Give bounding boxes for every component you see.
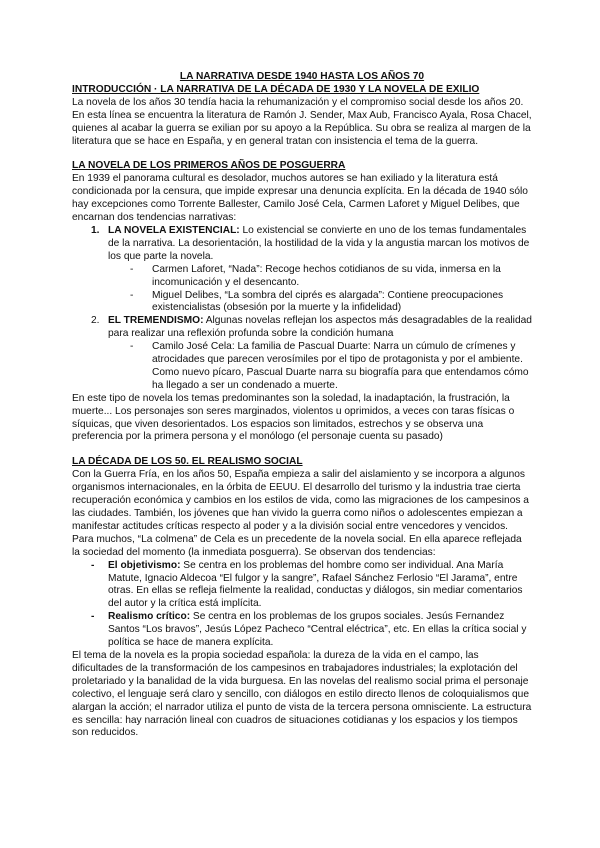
dash-bullet: - [130,341,134,353]
intro-paragraph: La novela de los años 30 tendía hacia la rehumanización y el compromiso social desde los años 20. En esta línea se encuentra la literatura de Ramón J. Sender, Max Aub, Francisco Ayala, Rosa Chacel, quienes al acabar la guerra se exilian por su apoyo a la República. Su obra se realiza al margen de la literatura que se hace en España, y en general tratan con insistencia el tema de la guerra. [72,96,532,147]
sub-item-text: Camilo José Cela: La familia de Pascual Duarte: Narra un cúmulo de crímenes y atrocidades que parecen verosímiles por el tipo de protagonista y por el ambiente. Como nuevo pícaro, Pascual Duarte narra su biografía para que entendamos cómo ha llegado a ser un condenado a muerte. [152,341,529,391]
bullet-item-objetivismo [72,560,532,612]
sub-item [72,264,532,290]
item-label: EL TREMENDISMO: [108,315,204,327]
section1-closing: En este tipo de novela los temas predominantes son la soledad, la inadaptación, la frustración, la muerte... Los personajes son seres marginados, violentos u oprimidos, a veces con taras físicas o síquicas, que viven desorientados. Los espacios son limitados, estrechos y se observa una preferencia por la primera persona y el monólogo (el personaje cuenta su pasado) [72,392,515,443]
item-label: El objetivismo: [108,559,181,571]
item-number: 2. [91,315,100,327]
spacer [72,148,532,160]
dash-bullet: - [130,289,134,301]
dash-bullet: - [91,559,95,571]
item-number: 1. [91,224,100,236]
item-text: Lo existencial se convierte en uno de los temas fundamentales de la narrativa. La desorientación, la hostilidad de la vida y la angustia marcan los motivos de los que parte la novela. [108,224,530,262]
dash-bullet: - [130,263,134,275]
item-text: Algunas novelas reflejan los aspectos más desagradables de la realidad para realizar una reflexión profunda sobre la condición humana [108,315,532,340]
sub-item-text: Carmen Laforet, “Nada”: Recoge hechos cotidianos de su vida, inmersa en la incomunicación y el desencanto. [152,263,501,288]
item-text: Se centra en los problemas de los grupos sociales. Jesús Fernandez Santos “Los bravos”, Jesús López Pacheco “Central eléctrica”, etc. En ellas la crítica social y política se hace de manera explícita. [108,611,527,649]
dash-bullet: - [91,611,95,623]
section2-intro: Con la Guerra Fría, en los años 50, España empieza a salir del aislamiento y se incorpora a algunos organismos internacionales, en la órbita de EEUU. El desarrollo del turismo y la industria trae cierta recuperación económica y cambios en los estilos de vida, como las migraciones de los campesinos a las ciudades. También, los jóvenes que han vivido la guerra como niños o adolescentes empiezan a manifestar actitudes críticas respecto al poder y a la división social entre vencedores y vencidos. Para muchos, “La colmena” de Cela es un precedente de la novela social. En ella aparece reflejada la sociedad del momento (la inmediata posguerra). Se observan dos tendencias: [72,469,529,558]
sub-item [72,290,532,316]
document-title: LA NARRATIVA DESDE 1940 HASTA LOS AÑOS 70 [179,71,425,82]
intro-heading: INTRODUCCIÓN · LA NARRATIVA DE LA DÉCADA DE 1930 Y LA NOVELA DE EXILIO [72,83,480,95]
item-text: Se centra en los problemas del hombre como ser individual. Ana María Matute, Ignacio Aldecoa “El fulgor y la sangre”, Rafael Sánchez Ferlosio “El Jarama”, entre otras. En ellas se refleja fielmente la realidad, conductas y diálogos, sin mediar comentarios del autor y la crítica está implícita. [108,559,523,610]
numbered-item-existencial [72,225,532,264]
section1-intro: En 1939 el panorama cultural es desolador, muchos autores se han exiliado y la literatura está condicionada por la censura, que impide expresar una denuncia explícita. En la década de 1940 sólo hay excepciones como Torrente Ballester, Camilo José Cela, Carmen Laforet y Miguel Delibes, que encarnan dos tendencias narrativas: [72,173,528,224]
bullet-item-realismo-critico [72,611,532,650]
section2-closing: El tema de la novela es la propia sociedad española: la dureza de la vida en el campo, las dificultades de la transformación de los campesinos en trabajadores industriales; la explotación del proletariado y la banalidad de la vida burguesa. En las novelas del realismo social prima el personaje colectivo, el lenguaje será claro y sencillo, con diálogos en estilo directo llenos de coloquialismos que alargan la acción; el narrador utiliza el punto de vista de la tercera persona omnisciente. La estructura es sencilla: hay narración lineal con cuadros de situaciones cotidianas y los espacios y los tiempos son reducidos. [72,649,532,739]
sub-item [72,341,532,393]
item-label: LA NOVELA EXISTENCIAL: [108,224,240,236]
item-label: Realismo crítico: [108,611,191,623]
section1-heading: LA NOVELA DE LOS PRIMEROS AÑOS DE POSGUERRA [72,160,346,172]
numbered-item-tremendismo [72,315,532,341]
document-page [72,71,532,740]
section2-heading: LA DÉCADA DE LOS 50. EL REALISMO SOCIAL [72,456,303,468]
spacer [72,444,532,456]
sub-item-text: Miguel Delibes, “La sombra del ciprés es alargada”: Contiene preocupaciones existencialistas (obsesión por la muerte y la infidelidad) [152,289,504,314]
